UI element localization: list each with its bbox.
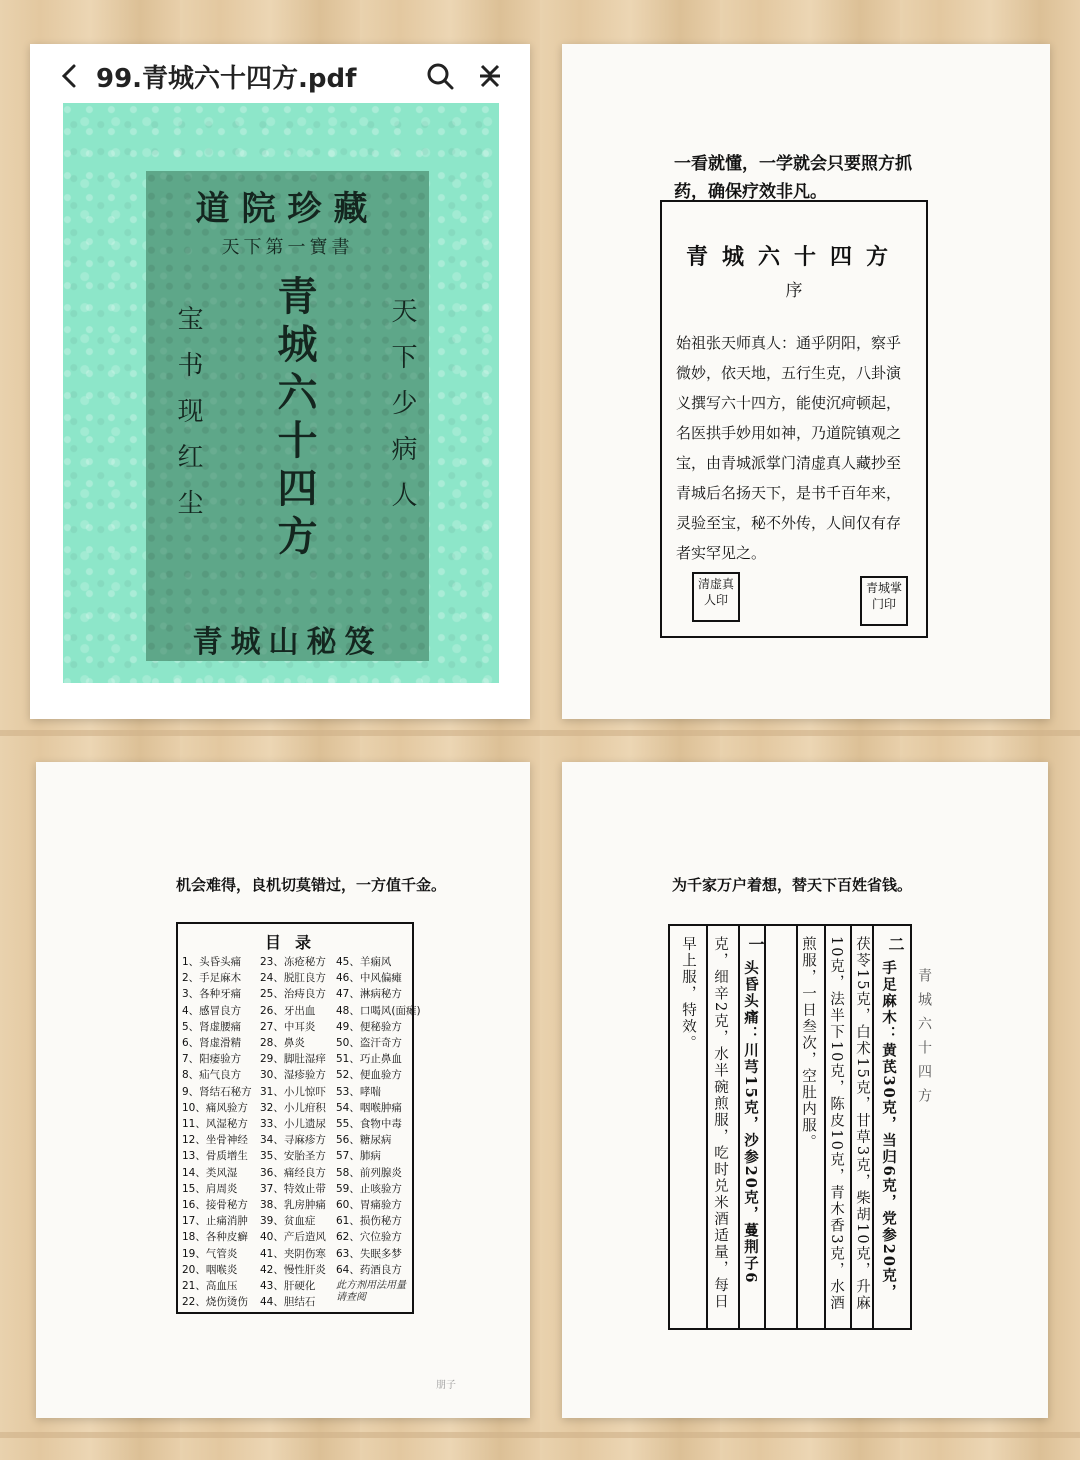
toc-item[interactable]: 58、前列腺炎	[336, 1166, 402, 1179]
toc-item[interactable]: 22、烧伤烫伤	[182, 1296, 248, 1309]
toc-item[interactable]: 47、淋病秘方	[336, 988, 402, 1001]
toc-item[interactable]: 50、盗汗奇方	[336, 1037, 402, 1050]
toc-item[interactable]: 60、胃痛验方	[336, 1199, 402, 1212]
toc-item[interactable]: 56、糖尿病	[336, 1134, 392, 1147]
recipe-2-line-3: 10克，法半下10克，陈皮10克，青木香3克，水酒	[828, 936, 844, 1312]
recipe-1-line-1: 头昏头痛：川芎15克，沙参20克，蔓荆子6	[742, 960, 759, 1285]
toc-item[interactable]: 36、痛经良方	[260, 1166, 326, 1179]
toc-item[interactable]: 41、夹阴伤寒	[260, 1247, 326, 1260]
preface-subtitle: 序	[785, 281, 803, 301]
cover-subtitle: 天下第一寶書	[221, 237, 354, 258]
recipe-2-line-1: 手足麻木：黄芪30克，当归6克，党参20克，	[880, 960, 897, 1301]
toc-item[interactable]: 8、疝气良方	[182, 1069, 242, 1082]
toc-item[interactable]: 40、产后造风	[260, 1231, 326, 1244]
toc-item[interactable]: 31、小儿惊吓	[260, 1085, 326, 1098]
chevron-left-icon[interactable]	[58, 62, 82, 90]
toc-box	[176, 922, 421, 1314]
toc-column-3	[336, 954, 421, 1278]
preface-body: 始祖张天师真人：通乎阴阳，察乎微妙，依天地，五行生克，八卦演义撰写六十四方，能使沉疴顿起，名医拱手妙用如神，乃道院镇观之宝，由青城派掌门清虚真人藏抄至青城后名扬天下，是书千百年来，灵验至宝，秘不外传，人间仅有存者实罕见之。	[676, 334, 902, 562]
toc-item[interactable]: 28、鼻炎	[260, 1037, 305, 1050]
toc-item[interactable]: 16、接骨秘方	[182, 1199, 248, 1212]
adjacent-page-fragment: 青城六十四方	[916, 968, 932, 1112]
toc-item[interactable]: 55、食物中毒	[336, 1118, 402, 1131]
recipe-2-line-2: 茯苓15克，白术15克，甘草3克，柴胡10克，升麻	[854, 936, 870, 1312]
cover-right-text: 天下少病人	[387, 297, 417, 527]
search-icon[interactable]	[426, 62, 454, 90]
document-title: 99.青城六十四方.pdf	[96, 64, 357, 94]
recipes-header: 为千家万户着想，替天下百姓省钱。	[672, 876, 913, 894]
preface-header: 一看就懂，一学就会只要照方抓药，确保疗效非凡。	[674, 154, 912, 202]
toc-item[interactable]: 23、冻疮秘方	[260, 956, 326, 968]
recipe-number-1: 一	[746, 936, 765, 952]
recipe-number-2: 二	[886, 936, 905, 952]
toc-item[interactable]: 7、阳痿验方	[182, 1053, 242, 1066]
preface-box	[660, 200, 928, 638]
recipe-1-line-3: 早上服，特效。	[680, 936, 696, 1052]
column-divider	[872, 926, 874, 1328]
toc-item[interactable]: 62、穴位验方	[336, 1231, 402, 1244]
toc-item[interactable]: 12、坐骨神经	[182, 1134, 248, 1147]
cover-bottom-text: 青城山秘笈	[192, 625, 383, 660]
pdf-page-toc[interactable]	[36, 762, 530, 1418]
toc-item[interactable]: 11、风湿秘方	[182, 1118, 248, 1131]
toc-item[interactable]: 44、胆结石	[260, 1296, 316, 1309]
recipe-2-line-4: 煎服，一日叁次，空肚内服。	[800, 936, 816, 1151]
toc-item[interactable]: 39、贫血症	[260, 1215, 316, 1228]
toc-item[interactable]: 6、肾虚滑精	[182, 1037, 242, 1050]
toc-item[interactable]: 53、哮喘	[336, 1085, 381, 1098]
toc-item[interactable]: 57、肺病	[336, 1150, 381, 1163]
toc-item[interactable]: 14、类风湿	[182, 1166, 238, 1179]
toc-item[interactable]: 13、骨质增生	[182, 1150, 248, 1163]
toc-item[interactable]: 2、手足麻木	[182, 972, 242, 985]
toc-item[interactable]: 34、寻麻疹方	[260, 1134, 326, 1147]
toc-item[interactable]: 46、中风偏瘫	[336, 972, 402, 985]
toc-item[interactable]: 26、牙出血	[260, 1004, 316, 1017]
seal-left: 清虚真人印	[692, 572, 740, 622]
toc-item[interactable]: 17、止痛消肿	[182, 1215, 248, 1228]
fit-width-icon[interactable]	[476, 62, 504, 90]
recipes-box	[668, 924, 912, 1330]
toc-item[interactable]: 3、各种牙痛	[182, 988, 242, 1001]
toc-item[interactable]: 32、小儿疳积	[260, 1101, 326, 1114]
toc-item[interactable]: 42、慢性肝炎	[260, 1263, 326, 1276]
toc-item[interactable]: 21、高血压	[182, 1280, 238, 1293]
toc-item[interactable]: 5、肾虚腰痛	[182, 1020, 242, 1033]
toc-item[interactable]: 61、损伤秘方	[336, 1215, 402, 1228]
toc-item[interactable]: 24、脱肛良方	[260, 972, 326, 985]
toc-item[interactable]: 51、巧止鼻血	[336, 1053, 402, 1066]
preface-title: 青城六十四方	[685, 244, 902, 270]
toc-item[interactable]: 15、肩周炎	[182, 1182, 238, 1195]
toc-item[interactable]: 45、羊痫风	[336, 956, 392, 968]
toc-item[interactable]: 49、便秘验方	[336, 1020, 402, 1033]
toc-item[interactable]: 63、失眠多梦	[336, 1247, 402, 1260]
cover-top-title: 道院珍藏	[195, 189, 380, 229]
toc-column-1	[182, 954, 252, 1310]
toc-item[interactable]: 30、湿疹验方	[260, 1069, 326, 1082]
toc-item[interactable]: 52、便血验方	[336, 1069, 402, 1082]
toc-item[interactable]: 25、治痔良方	[260, 988, 326, 1001]
toc-column-2	[260, 954, 326, 1310]
toc-item[interactable]: 35、安胎圣方	[260, 1150, 326, 1163]
toc-item[interactable]: 54、咽喉肿痛	[336, 1101, 402, 1114]
toc-item[interactable]: 43、肝硬化	[260, 1280, 316, 1293]
viewer-topbar	[30, 44, 530, 108]
column-divider	[764, 926, 766, 1328]
toc-item[interactable]: 38、乳房肿痛	[260, 1199, 326, 1212]
cover-left-text: 宝书现红尘	[173, 305, 203, 535]
toc-item[interactable]: 37、特效止带	[260, 1182, 326, 1195]
recipe-1-line-2: 克，细辛2克，水半碗煎服，吃时兑米酒适量，每日	[712, 936, 728, 1311]
cover-main-title: 青城六十四方	[271, 275, 318, 563]
handwritten-note: 此方剂用法用量请查阅	[336, 1280, 406, 1303]
toc-item[interactable]: 10、痛风验方	[182, 1101, 248, 1114]
watermark-text: 朋子	[436, 1380, 456, 1391]
toc-item[interactable]: 27、中耳炎	[260, 1020, 316, 1033]
toc-item[interactable]: 59、止咳验方	[336, 1182, 402, 1195]
toc-item[interactable]: 64、药酒良方	[336, 1263, 402, 1276]
toc-item[interactable]: 9、肾结石秘方	[182, 1085, 252, 1098]
cover-label	[146, 171, 429, 661]
pdf-page-cover-panel[interactable]	[30, 44, 530, 719]
pdf-page-recipes[interactable]	[562, 762, 1048, 1418]
toc-item[interactable]: 19、气管炎	[182, 1247, 238, 1260]
toc-header: 机会难得，良机切莫错过，一方值千金。	[176, 876, 447, 894]
toc-item[interactable]: 29、脚肚湿痒	[260, 1053, 326, 1066]
book-cover	[63, 103, 499, 683]
seal-right: 青城掌门印	[860, 576, 908, 626]
column-divider	[706, 926, 708, 1328]
toc-item[interactable]: 1、头昏头痛	[182, 956, 242, 968]
toc-title: 目录	[264, 933, 325, 952]
toc-item[interactable]: 4、感冒良方	[182, 1004, 242, 1017]
pdf-page-preface[interactable]	[562, 44, 1050, 719]
toc-item[interactable]: 33、小儿遗尿	[260, 1118, 326, 1131]
toc-item[interactable]: 18、各种皮癣	[182, 1231, 248, 1244]
toc-item[interactable]: 20、咽喉炎	[182, 1263, 238, 1276]
toc-item[interactable]: 48、口喝风(面瘫)	[336, 1004, 421, 1017]
